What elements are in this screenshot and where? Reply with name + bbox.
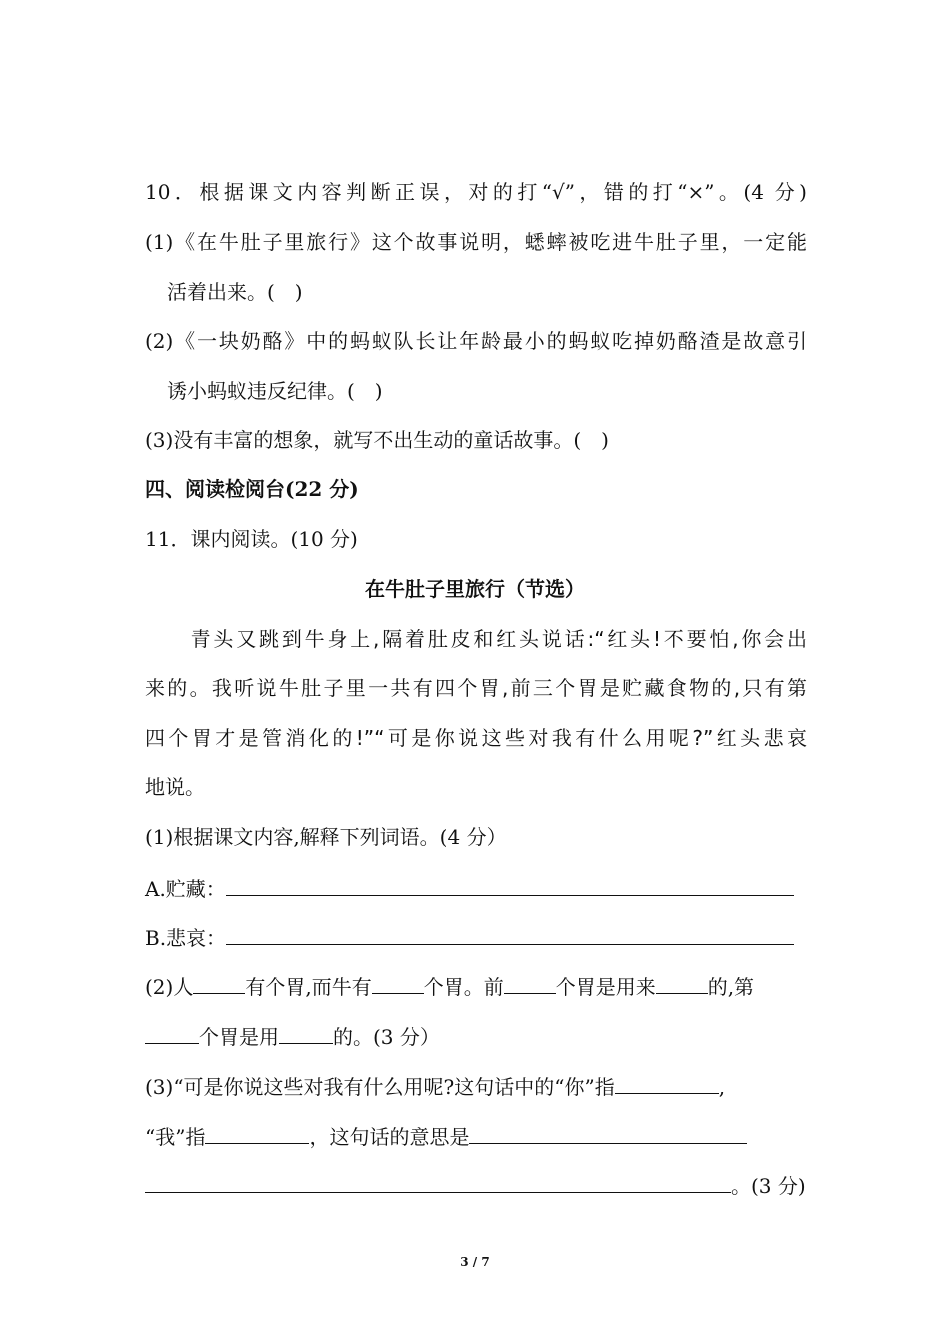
section-title: 四、阅读检阅台(22 分) (145, 477, 359, 501)
q10-item2-line1: (2)《一块奶酪》中的蚂蚁队长让年龄最小的蚂蚁吃掉奶酪渣是故意引 (145, 329, 807, 353)
q10-item1-line2: 活着出来。( ) (167, 280, 303, 304)
sub2-text: 的,第 (707, 975, 755, 999)
passage-line: 来的。我听说牛肚子里一共有四个胃,前三个胃是贮藏食物的,只有第 (145, 676, 807, 700)
sub1-a-label: A.贮藏： (145, 877, 226, 901)
sub2-text: 的。(3 分） (333, 1025, 440, 1049)
q11-sub3-line3 (145, 1170, 807, 1200)
sub2-text: 个胃是用 (199, 1025, 279, 1049)
answer-blank[interactable] (372, 971, 424, 994)
q11-sub3-line2 (145, 1121, 807, 1151)
sub2-text: 个胃。前 (423, 975, 504, 999)
answer-blank-b[interactable] (226, 922, 794, 945)
sub3-text: 。(3 分) (731, 1174, 806, 1198)
answer-blank[interactable] (504, 971, 556, 994)
q10-item2-line2: 诱小蚂蚁违反纪律。( ) (167, 379, 383, 403)
passage-line: 四个胃才是管消化的!”“可是你说这些对我有什么用呢?”红头悲哀 (145, 726, 807, 750)
q11-sub2-line2 (145, 1021, 807, 1051)
answer-blank[interactable] (205, 1121, 309, 1144)
sub2-text: 有个胃,而牛有 (245, 975, 372, 999)
passage-line: 青头又跳到牛身上,隔着肚皮和红头说话:“红头!不要怕,你会出 (145, 627, 807, 651)
q11-sub1-a (145, 873, 807, 903)
answer-blank[interactable] (469, 1121, 747, 1144)
q10-item1-line1: (1)《在牛肚子里旅行》这个故事说明，蟋蟀被吃进牛肚子里，一定能 (145, 230, 807, 254)
q11-sub3-line1 (145, 1071, 807, 1101)
sub1-b-label: B.悲哀： (145, 926, 227, 950)
page-number: 3 / 7 (460, 1255, 490, 1269)
answer-blank[interactable] (279, 1021, 333, 1044)
answer-blank[interactable] (145, 1170, 731, 1193)
sub2-text: 个胃是用来 (555, 975, 656, 999)
q11-sub2-line1 (145, 971, 807, 1001)
q11-stem: 11．课内阅读。(10 分) (145, 527, 358, 551)
passage-line: 地说。 (145, 775, 205, 799)
q10-item3: (3)没有丰富的想象，就写不出生动的童话故事。( ) (145, 428, 609, 452)
sub3-text: (3)“可是你说这些对我有什么用呢?这句话中的“你”指 (145, 1075, 615, 1099)
sub3-text: , (718, 1075, 726, 1099)
answer-blank[interactable] (145, 1021, 199, 1044)
answer-blank[interactable] (193, 971, 245, 994)
q11-sub1-b (145, 922, 807, 952)
q10-stem: 10．根据课文内容判断正误，对的打“√”，错的打“×”。(4 分) (145, 180, 807, 204)
sub3-text: ，这句话的意思是 (309, 1125, 470, 1149)
answer-blank[interactable] (615, 1071, 719, 1094)
answer-blank-a[interactable] (226, 873, 794, 896)
passage-title: 在牛肚子里旅行（节选） (365, 577, 585, 601)
answer-blank[interactable] (656, 971, 708, 994)
sub3-text: “我”指 (145, 1125, 206, 1149)
sub2-text: (2)人 (145, 975, 194, 999)
q11-sub1: (1)根据课文内容,解释下列词语。(4 分） (145, 825, 507, 849)
